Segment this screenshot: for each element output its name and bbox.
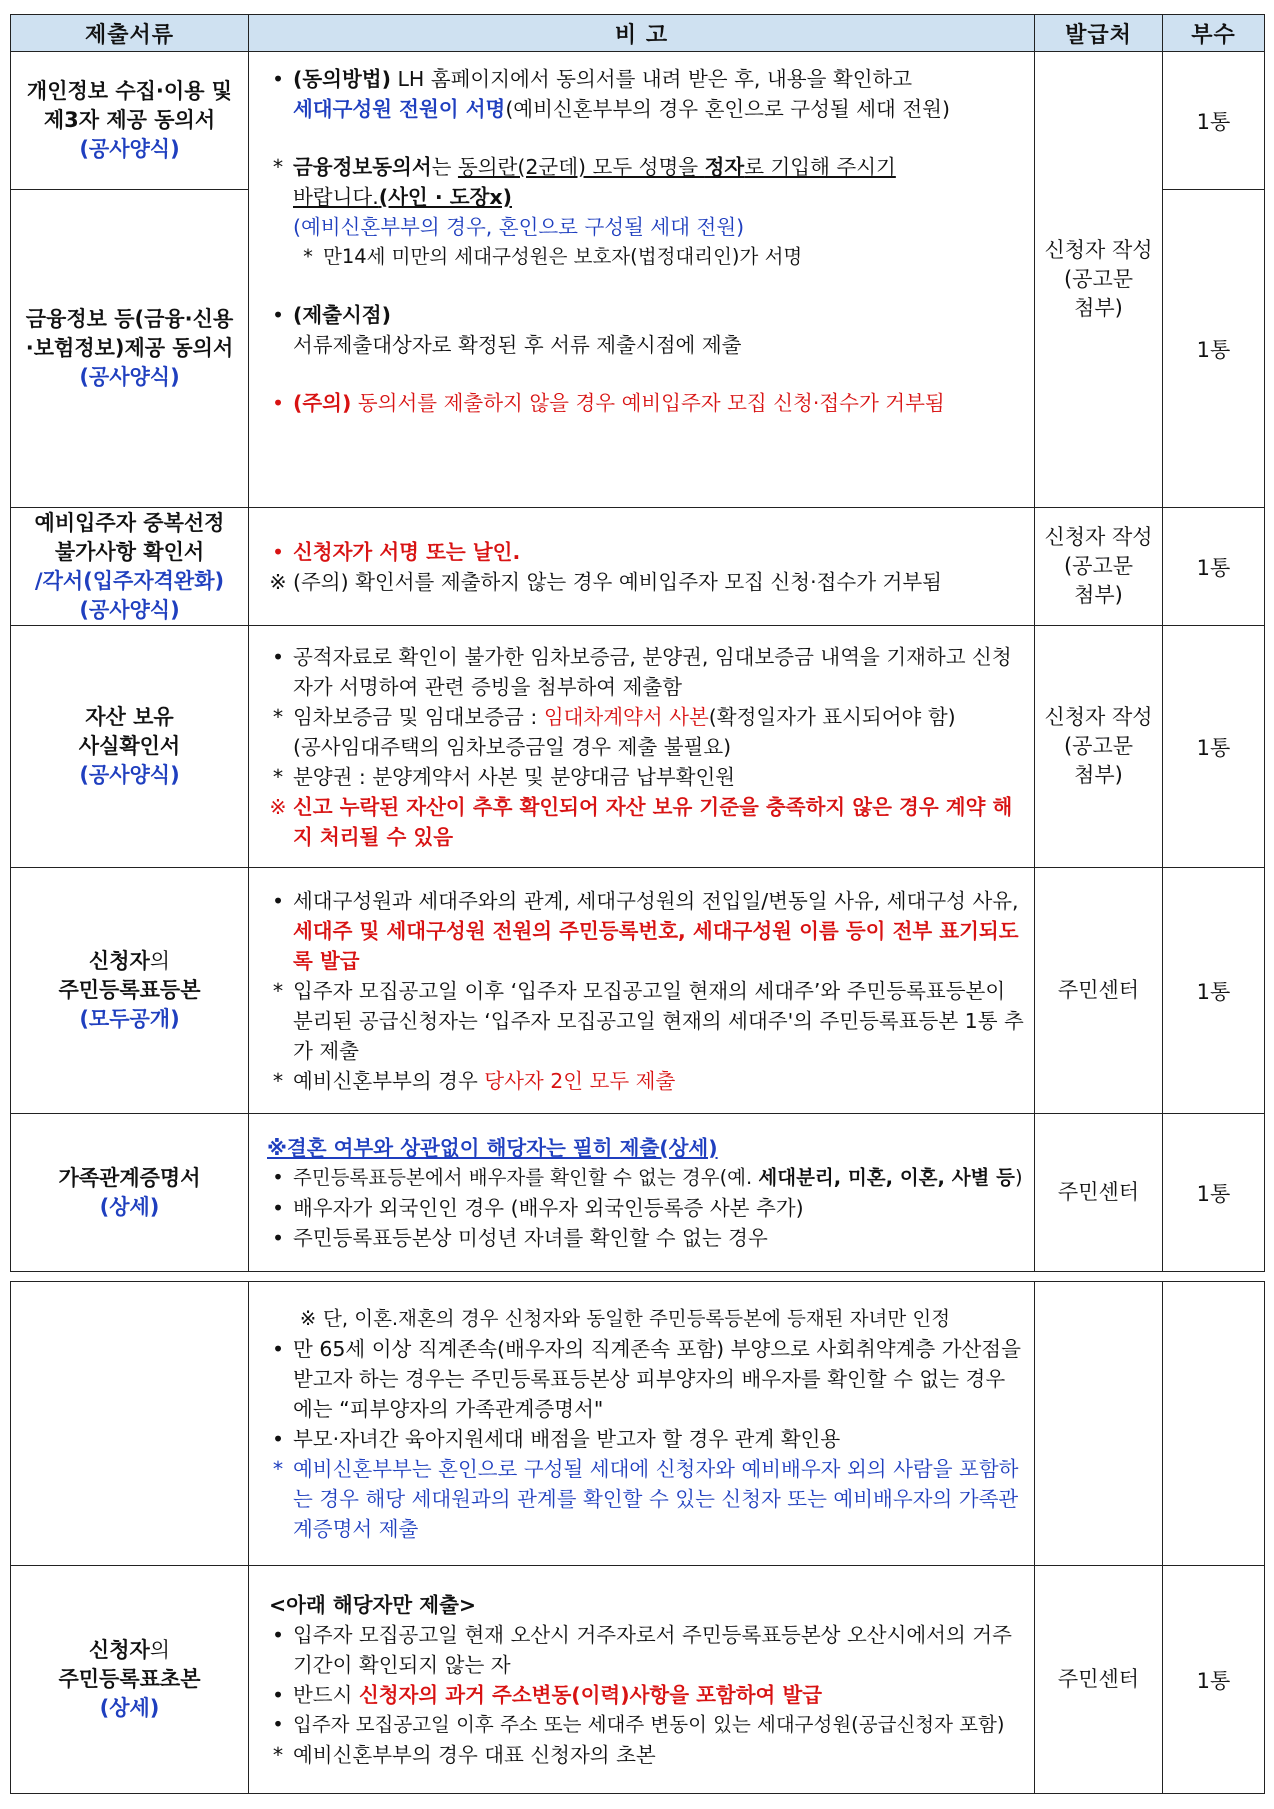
table-row [11,626,1265,868]
duplicate-notes: • 신청자가 서명 또는 날인. ※ (주의) 확인서를 제출하지 않는 경우 예비입주자 모집 신청·접수가 거부됨 [249,508,1035,626]
header-doc: 제출서류 [11,15,249,52]
header-count: 부수 [1163,15,1265,52]
header-issuer: 발급처 [1035,15,1163,52]
document-table-continued [10,1281,1265,1794]
doc-financial-consent: 금융정보 등(금융·신용 ·보험정보)제공 동의서 (공사양식) [11,190,249,508]
family-notes: ※결혼 여부와 상관없이 해당자는 필히 제출(상세) • 주민등록표등본에서 배우자를 확인할 수 없는 경우(예. 세대분리, 미혼, 이혼, 사별 등) • 배우자가 외국인인 경우 (배우자 외국인등록증 사본 추가) • 주민등록표등본상 미성년 자녀를 확인할 수 없는 경우 [249,1114,1035,1272]
doc-asset-confirmation: 자산 보유 사실확인서 (공사양식) [11,626,249,868]
doc-privacy-consent: 개인정보 수집·이용 및 제3자 제공 동의서 (공사양식) [11,52,249,190]
family-issuer: 주민센터 [1035,1114,1163,1272]
count-family: 1통 [1163,1114,1265,1272]
doc-duplicate-selection: 예비입주자 중복선정 불가사항 확인서 /각서(입주자격완화) (공사양식) [11,508,249,626]
duplicate-issuer: 신청자 작성 (공고문 첨부) [1035,508,1163,626]
table-row [11,1282,1265,1566]
count-resident: 1통 [1163,868,1265,1114]
count-asset: 1통 [1163,626,1265,868]
doc-family-relation-cont [11,1282,249,1566]
abstract-notes: <아래 해당자만 제출> • 입주자 모집공고일 현재 오산시 거주자로서 주민등록표등본상 오산시에서의 거주기간이 확인되지 않는 자 • 반드시 신청자의 과거 주소변동(이력)사항을 포함하여 발급 • 입주자 모집공고일 이후 주소 또는 세대주 변동이 있는 세대구성원(공급신청자 포함) * 예비신혼부부의 경우 대표 신청자의 초본 [249,1566,1035,1794]
doc-resident-abstract: 신청자의 주민등록표초본 (상세) [11,1566,249,1794]
count-privacy-consent: 1통 [1163,52,1265,190]
table-row [11,868,1265,1114]
count-duplicate: 1통 [1163,508,1265,626]
abstract-issuer: 주민센터 [1035,1566,1163,1794]
document-table [10,14,1265,1272]
count-family-cont [1163,1282,1265,1566]
count-financial-consent: 1통 [1163,190,1265,508]
count-abstract: 1통 [1163,1566,1265,1794]
table-row [11,508,1265,626]
table-header-row [11,15,1265,52]
table-row [11,1114,1265,1272]
consent-notes: • (동의방법) LH 홈페이지에서 동의서를 내려 받은 후, 내용을 확인하고 세대구성원 전원이 서명(예비신혼부부의 경우 혼인으로 구성될 세대 전원) * 금융정보동의서는 동의란(2군데) 모두 성명을 정자로 기입해 주시기 바랍니다.(사인 · 도장x) (예비신혼부부의 경우, 혼인으로 구성될 세대 전원) * 만14세 미만의 세대구성원은 보호자(법정대리인)가 서명 • (제출시점) 서류제출대상자로 확정된 후 서류 제출시점에 제출 • (주의) 동의서를 제출하지 않을 경우 예비입주자 모집 신청·접수가 거부됨 [249,52,1035,508]
asset-notes: • 공적자료로 확인이 불가한 임차보증금, 분양권, 임대보증금 내역을 기재하고 신청자가 서명하여 관련 증빙을 첨부하여 제출함 * 임차보증금 및 임대보증금 : 임대차계약서 사본(확정일자가 표시되어야 함) (공사임대주택의 임차보증금일 경우 제출 불필요) * 분양권 : 분양계약서 사본 및 분양대금 납부확인원 ※ 신고 누락된 자산이 추후 확인되어 자산 보유 기준을 충족하지 않은 경우 계약 해지 처리될 수 있음 [249,626,1035,868]
header-note: 비 고 [249,15,1035,52]
resident-notes: • 세대구성원과 세대주와의 관계, 세대구성원의 전입일/변동일 사유, 세대구성 사유, 세대주 및 세대구성원 전원의 주민등록번호, 세대구성원 이름 등이 전부 표기되도록 발급 * 입주자 모집공고일 이후 ‘입주자 모집공고일 현재의 세대주’와 주민등록표등본이 분리된 공급신청자는 ‘입주자 모집공고일 현재의 세대주'의 주민등록표등본 1통 추가 제출 * 예비신혼부부의 경우 당사자 2인 모두 제출 [249,868,1035,1114]
family-issuer-cont [1035,1282,1163,1566]
resident-issuer: 주민센터 [1035,868,1163,1114]
table-row [11,52,1265,190]
asset-issuer: 신청자 작성 (공고문 첨부) [1035,626,1163,868]
doc-family-relation: 가족관계증명서 (상세) [11,1114,249,1272]
consent-issuer: 신청자 작성 (공고문 첨부) [1035,52,1163,508]
family-notes-cont: ※ 단, 이혼.재혼의 경우 신청자와 동일한 주민등록등본에 등재된 자녀만 인정 • 만 65세 이상 직계존속(배우자의 직계존속 포함) 부양으로 사회취약계층 가산점을 받고자 하는 경우는 주민등록표등본상 피부양자의 배우자를 확인할 수 없는 경우에는 “피부양자의 가족관계증명서" • 부모·자녀간 육아지원세대 배점을 받고자 할 경우 관계 확인용 * 예비신혼부부는 혼인으로 구성될 세대에 신청자와 예비배우자 외의 사람을 포함하는 경우 해당 세대원과의 관계를 확인할 수 있는 신청자 또는 예비배우자의 가족관계증명서 제출 [249,1282,1035,1566]
doc-resident-copy: 신청자의 주민등록표등본 (모두공개) [11,868,249,1114]
table-row [11,1566,1265,1794]
